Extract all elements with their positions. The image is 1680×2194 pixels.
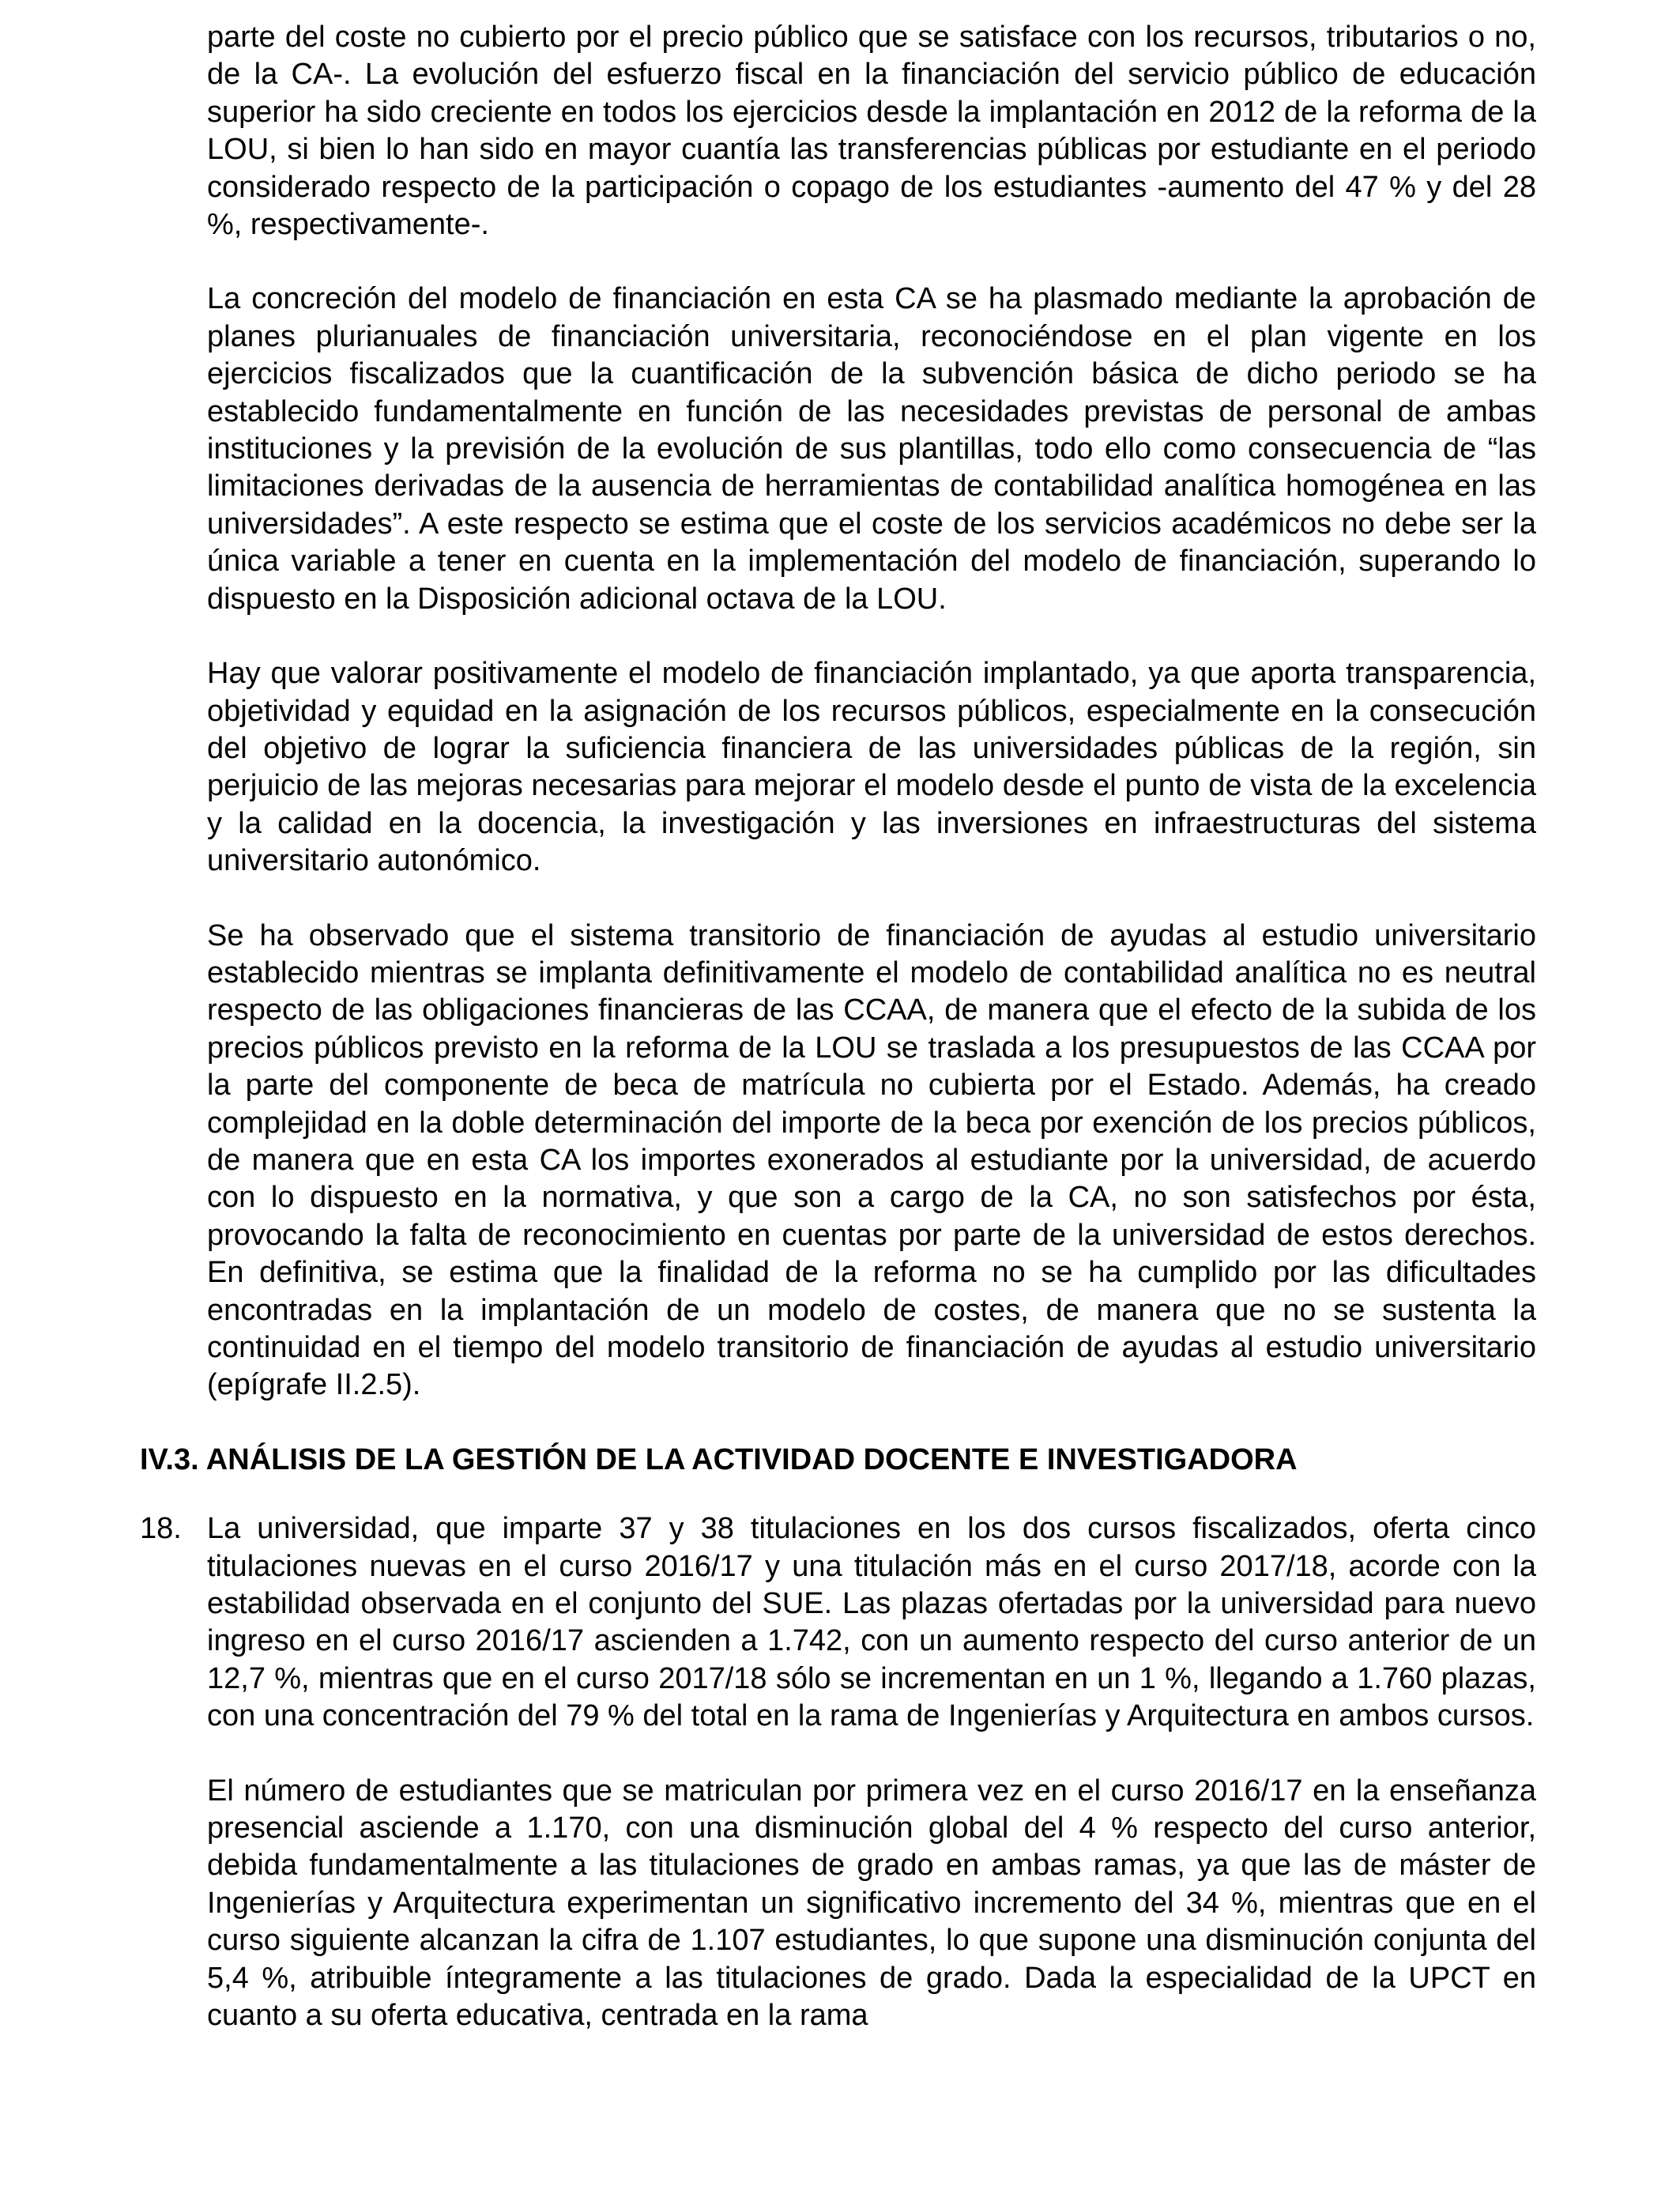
paragraph-positive-assessment: Hay que valorar positivamente el modelo de financiación implantado, ya que aporta transparencia, objetividad y equidad en la asignación de los recursos públicos, especialmente en la consecución del objetivo de lograr la suficiencia financiera de las universidades públicas de la región, sin perjuicio de las mejoras necesarias para mejorar el modelo desde el punto de vista de la excelencia y la calidad en la docencia, la investigación y las inversiones en infraestructuras del sistema universitario autonómico. [207,657,1536,878]
paragraph-transitory-system: Se ha observado que el sistema transitorio de financiación de ayudas al estudio universitario establecido mientras se implanta definitivamente el modelo de contabilidad analítica no es neutral respecto de las obligaciones financieras de las CCAA, de manera que el efecto de la subida de los precios públicos previsto en la reforma de la LOU se traslada a los presupuestos de las CCAA por la parte del componente de beca de matrícula no cubierta por el Estado. Además, ha creado complejidad en la doble determinación del importe de la beca por exención de los precios públicos, de manera que en esta CA los importes exonerados al estudiante por la universidad, de acuerdo con lo dispuesto en la normativa, y que son a cargo de la CA, no son satisfechos por ésta, provocando la falta de reconocimiento en cuentas por parte de la universidad de estos derechos. En definitiva, se estima que la finalidad de la reforma no se ha cumplido por las dificultades encontradas en la implantación de un modelo de costes, de manera que no se sustenta la continuidad en el tiempo del modelo transitorio de financiación de ayudas al estudio universitario (epígrafe II.2.5). [207,918,1536,1402]
section-heading: IV.3. ANÁLISIS DE LA GESTIÓN DE LA ACTIVIDAD DOCENTE E INVESTIGADORA [140,1442,1298,1476]
paragraph-financing-model: La concreción del modelo de financiación en esta CA se ha plasmado mediante la aprobación de planes plurianuales de financiación universitaria, reconociéndose en el plan vigente en los ejercicios fiscalizados que la cuantificación de la subvención básica de dicho periodo se ha establecido fundamentalmente en función de las necesidades previstas de personal de ambas instituciones y la previsión de la evolución de sus plantillas, todo ello como consecuencia de “las limitaciones derivadas de la ausencia de herramientas de contabilidad analítica homogénea en las universidades”. A este respecto se estima que el coste de los servicios académicos no debe ser la única variable a tener en cuenta en la implementación del modelo de financiación, superando lo dispuesto en la Disposición adicional octava de la LOU. [207,282,1536,616]
paragraph-enrollment: El número de estudiantes que se matriculan por primera vez en el curso 2016/17 en la enseñanza presencial asciende a 1.170, con una disminución global del 4 % respecto del curso anterior, debida fundamentalmente a las titulaciones de grado en ambas ramas, ya que las de máster de Ingenierías y Arquitectura experimentan un significativo incremento del 34 %, mientras que en el curso siguiente alcanzan la cifra de 1.107 estudiantes, lo que supone una disminución conjunta del 5,4 %, atribuible íntegramente a las titulaciones de grado. Dada la especialidad de la UPCT en cuanto a su oferta educativa, centrada en la rama [207,1774,1536,2033]
paragraph-fiscal-effort: parte del coste no cubierto por el precio público que se satisface con los recursos, tributarios o no, de la CA-. La evolución del esfuerzo fiscal en la financiación del servicio público de educación superior ha sido creciente en todos los ejercicios desde la implantación en 2012 de la reforma de la LOU, si bien lo han sido en mayor cuantía las transferencias públicas por estudiante en el periodo considerado respecto de la participación o copago de los estudiantes -aumento del 47 % y del 28 %, respectivamente-. [207,21,1536,242]
numbered-item-18 [140,1510,1536,1735]
item-number: 18. [140,1512,182,1546]
paragraph-titulaciones: La universidad, que imparte 37 y 38 titulaciones en los dos cursos fiscalizados, oferta cinco titulaciones nuevas en el curso 2016/17 y una titulación más en el curso 2017/18, acorde con la estabilidad observada en el conjunto del SUE. Las plazas ofertadas por la universidad para nuevo ingreso en el curso 2016/17 ascienden a 1.742, con un aumento respecto del curso anterior de un 12,7 %, mientras que en el curso 2017/18 sólo se incrementan en un 1 %, llegando a 1.760 plazas, con una concentración del 79 % del total en la rama de Ingenierías y Arquitectura en ambos cursos. [207,1512,1536,1733]
document-body [140,19,1536,2072]
